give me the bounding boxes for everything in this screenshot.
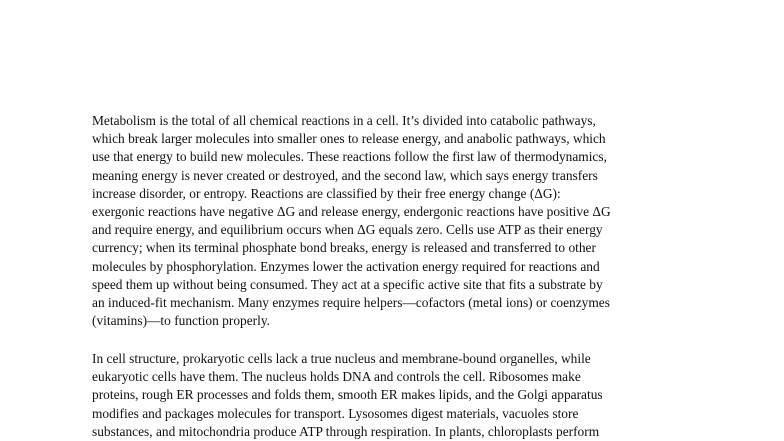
paragraph-metabolism [92, 112, 702, 330]
text-line: (vitamins)—to function properly. [92, 313, 271, 329]
text-line: Metabolism is the total of all chemical reactions in a cell. It’s divided into catabolic pathways, [92, 113, 596, 128]
text-line: meaning energy is never created or destroyed, and the second law, which says energy transfers [92, 167, 598, 183]
text-line: substances, and mitochondria produce ATP through respiration. In plants, chloroplasts perform [92, 423, 600, 439]
text-line: and require energy, and equilibrium occurs when ΔG equals zero. Cells use ATP as their energy [92, 222, 603, 238]
text-line: speed them up without being consumed. They act at a specific active site that fits a substrate by [92, 276, 603, 292]
text-line: eukaryotic cells have them. The nucleus holds DNA and controls the cell. Ribosomes make [92, 369, 581, 385]
text-line: In cell structure, prokaryotic cells lack a true nucleus and membrane-bound organelles, while [92, 351, 591, 366]
text-line: which break larger molecules into smaller ones to release energy, and anabolic pathways, which [92, 131, 606, 147]
text-line: use that energy to build new molecules. These reactions follow the first law of thermodynamics, [92, 149, 607, 165]
text-line: modifies and packages molecules for transport. Lysosomes digest materials, vacuoles store [92, 405, 579, 421]
paragraph-cell-structure [92, 350, 702, 441]
text-line: exergonic reactions have negative ΔG and release energy, endergonic reactions have positive ΔG [92, 204, 611, 220]
text-line: currency; when its terminal phosphate bond breaks, energy is released and transferred to other [92, 240, 596, 256]
text-line: molecules by phosphorylation. Enzymes lower the activation energy required for reactions and [92, 258, 600, 274]
text-line: increase disorder, or entropy. Reactions are classified by their free energy change (ΔG): [92, 185, 561, 201]
text-line: an induced-fit mechanism. Many enzymes require helpers—cofactors (metal ions) or coenzymes [92, 295, 610, 311]
text-line: proteins, rough ER processes and folds them, smooth ER makes lipids, and the Golgi apparatus [92, 387, 603, 403]
